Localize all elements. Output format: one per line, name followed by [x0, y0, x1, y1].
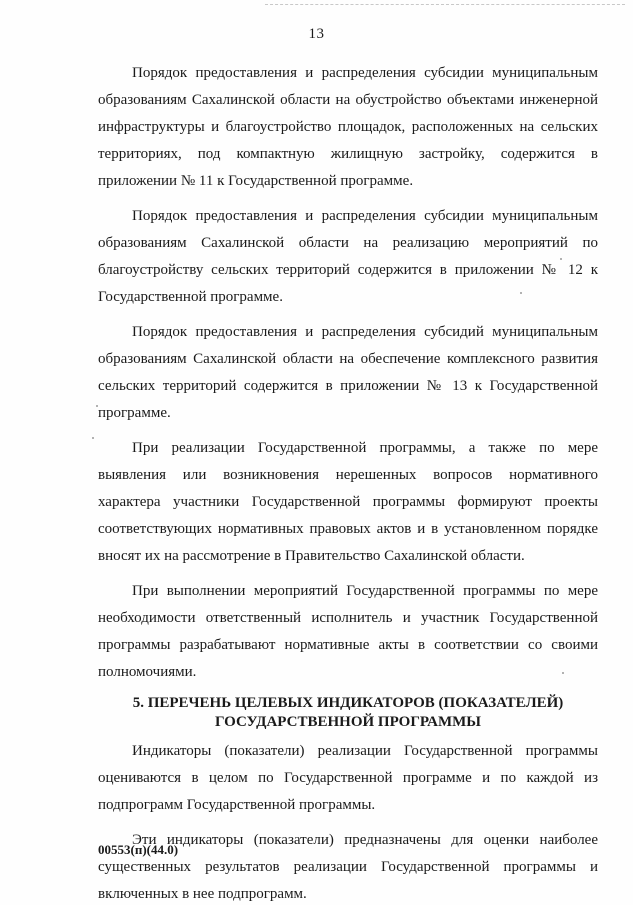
page-number: 13 [308, 26, 325, 42]
paragraph: При выполнении мероприятий Государственной программы по мере необходимости ответственный исполнитель и участник Государственной программы разрабатывают нормативные акты в соответствии со своими полномочиями. [98, 583, 598, 680]
paragraph: Эти индикаторы (показатели) предназначены для оценки наиболее существенных результатов реализации Государственной программы и включенных в нее подпрограмм. [98, 832, 598, 902]
section-heading-line-1: 5. ПЕРЕЧЕНЬ ЦЕЛЕВЫХ ИНДИКАТОРОВ (ПОКАЗАТЕЛЕЙ) [132, 695, 564, 711]
paragraph: Порядок предоставления и распределения субсидий муниципальным образованиям Сахалинской области на обеспечение комплексного развития сельских территорий содержится в приложении № 13 к Государственной программе. [98, 324, 598, 421]
scan-speck [92, 437, 94, 439]
scan-speck [96, 405, 98, 407]
scan-speck [520, 292, 522, 294]
scan-speck [562, 672, 564, 674]
paragraph: Порядок предоставления и распределения субсидии муниципальным образованиям Сахалинской области на реализацию мероприятий по благоустройству сельских территорий содержится в приложении № 12 к Государственной программе. [98, 208, 598, 305]
section-heading-line-2: ГОСУДАРСТВЕННОЙ ПРОГРАММЫ [215, 714, 481, 730]
paragraph: Индикаторы (показатели) реализации Государственной программы оцениваются в целом по Государственной программе и по каждой из подпрограмм Государственной программы. [98, 743, 598, 813]
scan-speck [560, 258, 562, 260]
document-code: 00553(п)(44.0) [98, 842, 179, 857]
top-scan-line [265, 4, 625, 6]
document-body [98, 60, 598, 916]
section-heading [98, 694, 598, 732]
paragraph: При реализации Государственной программы, а также по мере выявления или возникновения нерешенных вопросов нормативного характера участники Государственной программы формируют проекты соответствующих нормативных правовых актов и в установленном порядке вносят их на рассмотрение в Правительство Сахалинской области. [98, 440, 598, 564]
paragraph: Порядок предоставления и распределения субсидии муниципальным образованиям Сахалинской области на обустройство объектами инженерной инфраструктуры и благоустройство площадок, расположенных на сельских территориях, под компактную жилищную застройку, содержится в приложении № 11 к Государственной программе. [98, 65, 598, 189]
